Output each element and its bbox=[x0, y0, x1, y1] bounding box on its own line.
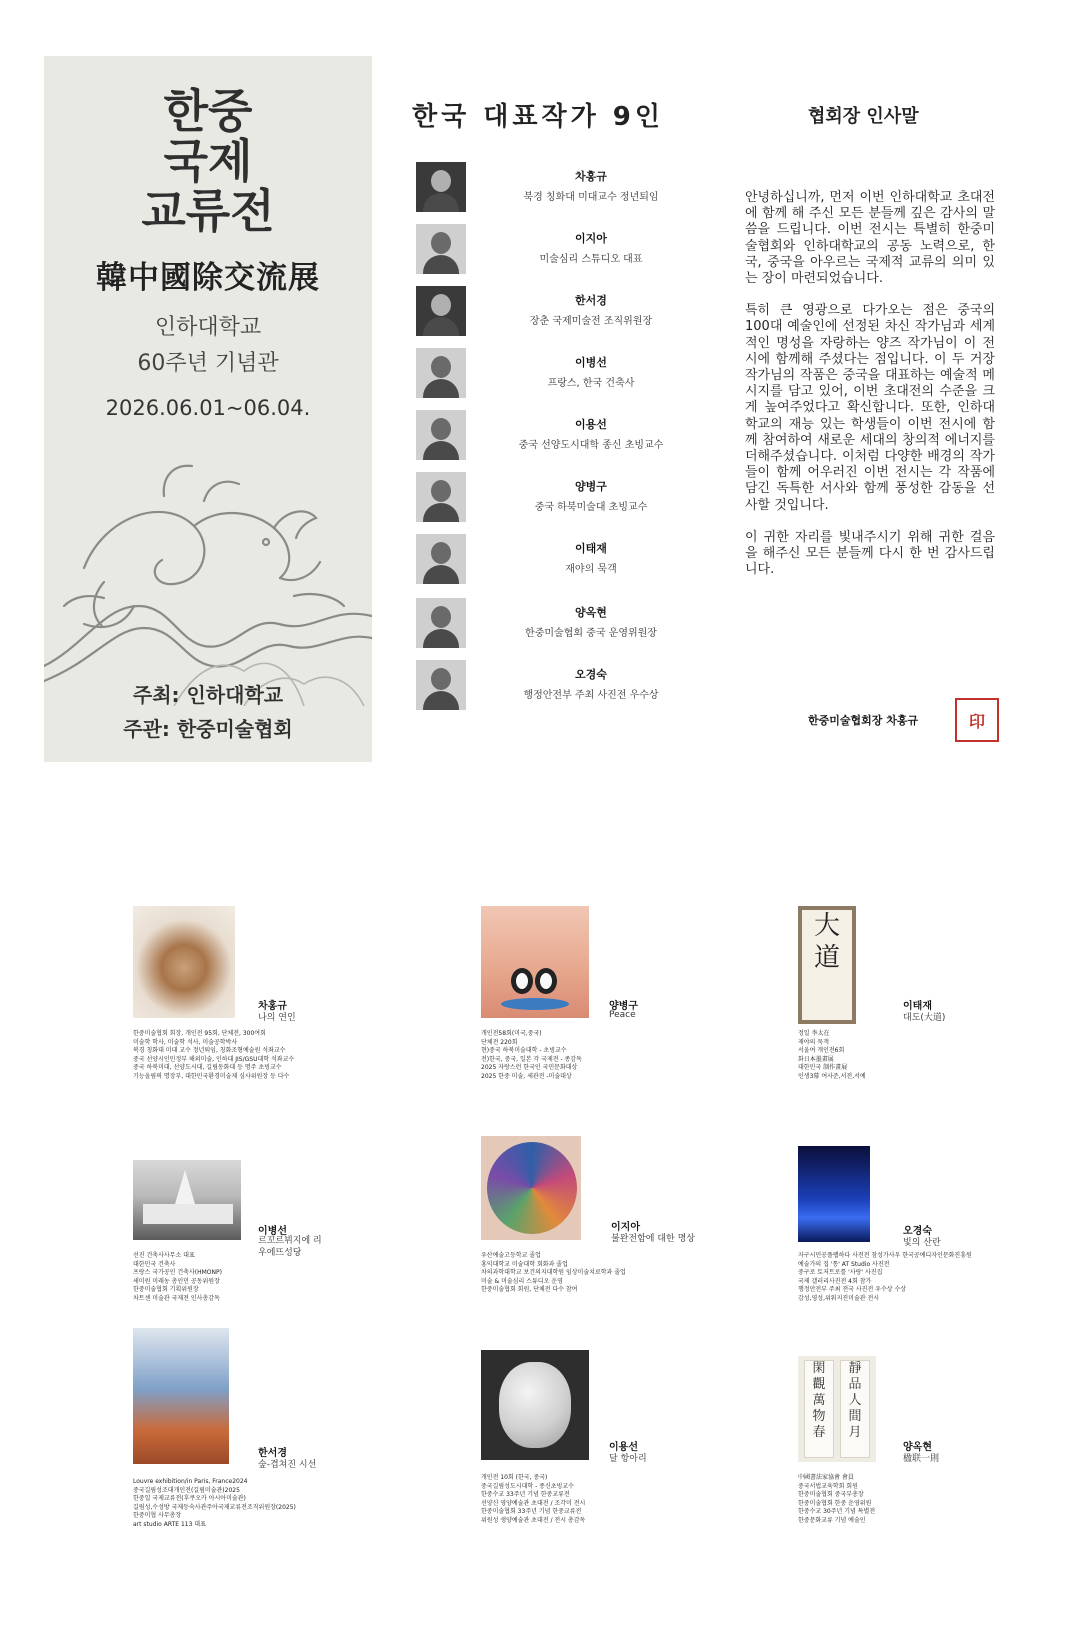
exhibition-poster bbox=[44, 56, 372, 762]
bio-line: 세미원 미래농 총인민 공동위원장 bbox=[133, 1277, 220, 1285]
greeting-paragraph: 이 귀한 자리를 빛내주시기 위해 귀한 걸음을 해주신 모든 분들께 다시 한 번 감사드립니다. bbox=[745, 529, 995, 578]
artist-name: 양옥현 bbox=[575, 606, 607, 619]
bio-line: 중국 선양시인민정부 해외미술, 인하대 JIS/GSU대학 석좌교수 bbox=[133, 1055, 295, 1063]
bio-line: 우산예술고등학교 졸업 bbox=[481, 1252, 541, 1259]
artist-name: 이태재 bbox=[575, 542, 607, 555]
artist-name: 양병구 bbox=[575, 480, 607, 493]
venue-line: 60주년 기념관 bbox=[137, 351, 279, 376]
bio-line: 프랑스 국가공인 건축사(HMONP) bbox=[133, 1269, 222, 1276]
artwork-image: 閑 觀 萬 物 春 靜 品 人 間 月 bbox=[798, 1356, 876, 1462]
artist-photo bbox=[416, 472, 466, 522]
artwork-artist: 이용선 bbox=[609, 1442, 638, 1453]
venue-line: 인하대학교 bbox=[154, 315, 262, 340]
poster-title-line: 교류전 bbox=[141, 184, 275, 238]
artwork-artist: 이병선 bbox=[258, 1226, 287, 1237]
artwork-title: 대도(大道) bbox=[903, 1013, 946, 1023]
artist-role: 재야의 묵객 bbox=[565, 564, 617, 575]
bio-line: 미술학 학사, 미술학 석사, 미술공학박사 bbox=[133, 1038, 238, 1046]
bio-line: 북경 칭화대 미대 교수 정년퇴임, 칭화조형예술원 석좌교수 bbox=[133, 1047, 286, 1054]
bio-line: 한중일 국제교류전(후쿠오카 아시아미술관) bbox=[133, 1495, 246, 1502]
artwork-card bbox=[133, 906, 413, 1096]
artwork-title: 르꼬르뷔지에 리우에뜨성당 bbox=[258, 1236, 322, 1258]
poster-title bbox=[44, 86, 372, 236]
bio-line: 中國書法家協會 會員 bbox=[798, 1474, 854, 1481]
artwork-card bbox=[133, 1160, 413, 1310]
artist-photo bbox=[416, 410, 466, 460]
artwork-title: 달 항아리 bbox=[609, 1454, 647, 1464]
artwork-image: 大 道 bbox=[798, 906, 856, 1024]
artists-title: 한국 대표작가 9인 bbox=[412, 102, 665, 132]
artist-role: 장춘 국제미술전 조직위원장 bbox=[529, 316, 653, 327]
artwork-title: 나의 연인 bbox=[258, 1013, 296, 1023]
bio-line: 중국 하북미대, 선양도시대, 길림동화대 등 명주 초빙교수 bbox=[133, 1064, 282, 1071]
artist-row bbox=[416, 472, 706, 524]
artist-photo bbox=[416, 598, 466, 648]
artwork-title: 불완전함에 대한 명상 bbox=[611, 1234, 695, 1244]
bio-line: 중국서법교육학회 회원 bbox=[798, 1482, 858, 1490]
bio-line: 한중미술협회 회원, 단체전 다수 참여 bbox=[481, 1286, 578, 1293]
artist-name: 이용선 bbox=[575, 418, 607, 431]
artwork-image bbox=[133, 1160, 241, 1240]
artist-photo bbox=[416, 534, 466, 584]
bio-line: art studio ARTE 113 대표 bbox=[133, 1520, 206, 1528]
greeting-paragraph: 특히 큰 영광으로 다가오는 점은 중국의 100대 예술인에 선정된 차신 작가님과 세계적인 명성을 자랑하는 양즈 작가님이 이 전시에 함께해 주셨다는 점입니다. 이 두 거장 작가님의 작품은 중국을 대표하는 예술적 메시지를 담고 있어, 이번 초대전의 수준을 크게 높여주었다고 확신합니다. 또한, 인하대학교의 재능 있는 학생들이 이번 전시에 함께 참여하여 새로운 세대의 창의적 에너지를 더해주셨습니다. 이처럼 다양한 배경의 작가들이 함께 어우러진 이번 전시는 각 작품에 담긴 독특한 서사와 함께 풍성한 감동을 선사할 것입니다. bbox=[745, 303, 995, 513]
artwork-card bbox=[481, 1136, 761, 1311]
artist-bio bbox=[133, 1030, 294, 1081]
bio-line: 한중수교 30주년 기념 특별전 bbox=[798, 1508, 876, 1515]
artist-role: 중국 선양도시대학 종신 초빙교수 bbox=[518, 440, 664, 451]
artwork-image bbox=[133, 906, 235, 1018]
poster-venue bbox=[44, 310, 372, 382]
artwork-title: 빛의 산란 bbox=[903, 1238, 941, 1248]
artist-row bbox=[416, 286, 706, 338]
artwork-card bbox=[798, 906, 998, 1096]
poster-host bbox=[44, 678, 372, 746]
bio-line: 한중미술협회 중국부총장 bbox=[798, 1491, 864, 1498]
bio-line: 한중미술협회 한중 운영위원 bbox=[798, 1499, 872, 1507]
artist-bio bbox=[481, 1030, 582, 1081]
bio-line: 길림성,수성방 국제등숙사관주아국제교류전조직위원장(2025) bbox=[133, 1503, 296, 1511]
artwork-image bbox=[798, 1146, 870, 1242]
bio-line: 자구시민공플랩하다 사전전 참성가사우 한국공예디자인문화진흥원 bbox=[798, 1252, 972, 1259]
artist-role: 한중미술협회 중국 운영위원장 bbox=[525, 628, 657, 639]
artist-name: 이지아 bbox=[575, 232, 607, 245]
bio-line: 한중미술협회 회장, 개인전 95회, 단체전, 300여회 bbox=[133, 1030, 266, 1037]
organizer-line: 주관: 한중미술협회 bbox=[123, 717, 293, 741]
bio-line: Louvre exhibition/in Paris, France2024 bbox=[133, 1478, 248, 1485]
bio-line: 한중미술협회 기획위원장 bbox=[133, 1286, 199, 1293]
artist-role: 행정안전부 주최 사진전 우수상 bbox=[523, 690, 659, 701]
bio-line: 정일 李太在 bbox=[798, 1030, 830, 1037]
artist-bio bbox=[133, 1478, 296, 1529]
artwork-card bbox=[798, 1356, 998, 1566]
bio-line: 서울여 개인전6회 bbox=[798, 1047, 845, 1054]
artwork-artist: 차홍규 bbox=[258, 1001, 287, 1012]
artist-photo bbox=[416, 224, 466, 274]
artwork-title: Peace bbox=[609, 1010, 636, 1020]
bio-line: 재야의 묵객 bbox=[798, 1038, 829, 1046]
red-seal-stamp: 印 bbox=[955, 698, 999, 742]
artist-role: 중국 하북미술대 초빙교수 bbox=[534, 502, 648, 513]
artist-row bbox=[416, 660, 706, 712]
artist-name: 오경숙 bbox=[575, 668, 607, 681]
poster-title-hanja: 韓中國除交流展 bbox=[96, 260, 320, 296]
bio-line: 개인전 10회 (한국, 중국) bbox=[481, 1474, 548, 1481]
artist-row bbox=[416, 224, 706, 276]
artwork-artist: 양병구 bbox=[609, 1001, 638, 1012]
bio-line: 한중수교 33주년 기념 한중교류전 bbox=[481, 1491, 570, 1498]
bio-line: 중국길림성조대개인전(길림미술관)2025 bbox=[133, 1486, 240, 1494]
greeting-paragraph: 안녕하십니까, 먼저 이번 인하대학교 초대전에 함께 해 주신 모든 분들께 깊은 감사의 말씀을 드립니다. 이번 전시는 특별히 한중미술협회와 인하대학교의 공동 노력으로, 한국, 중국을 아우르는 국제적 교류의 의미 있는 장이 마련되었습니다. bbox=[745, 190, 995, 287]
bio-line: 한중미협 사무총장 bbox=[133, 1512, 182, 1519]
greeting-title: 협회장 인사말 bbox=[808, 106, 919, 127]
artist-row bbox=[416, 348, 706, 400]
bio-line: 한중미술협회 33주년 기념 한중교류전 bbox=[481, 1508, 582, 1515]
artist-bio bbox=[798, 1030, 866, 1081]
artist-bio bbox=[798, 1252, 972, 1303]
artwork-card bbox=[481, 1350, 761, 1560]
poster-title-line: 한중 bbox=[163, 84, 253, 138]
greeting-text bbox=[745, 190, 995, 594]
bio-line: 전)한국, 중국, 일본 각 국제전 - 종감독 bbox=[481, 1055, 582, 1063]
artwork-artist: 양옥현 bbox=[903, 1442, 932, 1453]
artist-bio bbox=[481, 1474, 585, 1525]
artist-role: 프랑스, 한국 건축사 bbox=[547, 378, 635, 389]
bio-line: 인생3幕 여사준,서전,서예 bbox=[798, 1072, 866, 1080]
artist-bio bbox=[481, 1252, 626, 1295]
artist-bio bbox=[133, 1252, 222, 1303]
artist-photo bbox=[416, 286, 466, 336]
artist-row bbox=[416, 162, 706, 214]
artwork-artist: 이지아 bbox=[611, 1222, 640, 1233]
artwork-card bbox=[133, 1328, 423, 1568]
bio-line: 홍익대학교 미술대학 회화과 졸업 bbox=[481, 1260, 568, 1268]
artwork-artist: 한서경 bbox=[258, 1448, 287, 1459]
bio-line: 감성,영성,위워지진미술관 전시 bbox=[798, 1294, 880, 1302]
bio-line: 차트센 미술관 국제전 인사총감독 bbox=[133, 1294, 220, 1302]
greeting-signature: 한중미술협회장 차홍규 bbox=[808, 714, 919, 727]
host-line: 주최: 인하대학교 bbox=[132, 683, 284, 707]
bio-line: 선양신 영양예술관 초대전 / 조각미 전시 bbox=[481, 1499, 586, 1507]
bio-line: 단체전 220회 bbox=[481, 1038, 518, 1046]
artist-role: 북경 칭화대 미대교수 정년퇴임 bbox=[523, 192, 659, 203]
artist-name: 한서경 bbox=[575, 294, 607, 307]
artist-photo bbox=[416, 660, 466, 710]
artwork-image bbox=[481, 906, 589, 1018]
bio-line: 선진 건축사사무소 대표 bbox=[133, 1252, 195, 1259]
bio-line: 한중문화교류 기념 예술인 bbox=[798, 1516, 866, 1524]
artwork-card bbox=[481, 906, 761, 1096]
artist-role: 미술심리 스튜디오 대표 bbox=[539, 254, 643, 265]
artist-photo bbox=[416, 348, 466, 398]
artwork-title: 숲-겹쳐진 시선 bbox=[258, 1460, 317, 1470]
bio-line: 2025 자랑스런 한국인 국민문화대상 bbox=[481, 1064, 578, 1071]
artist-row bbox=[416, 410, 706, 462]
artwork-artist: 오경숙 bbox=[903, 1226, 932, 1237]
bio-line: 위원성 생양예술관 초대전 / 전시 총감독 bbox=[481, 1516, 586, 1524]
bio-line: 대한민국 건축사 bbox=[133, 1260, 176, 1268]
artist-photo bbox=[416, 162, 466, 212]
poster-dates: 2026.06.01~06.04. bbox=[105, 396, 311, 420]
artwork-artist: 이태재 bbox=[903, 1001, 932, 1012]
artwork-image bbox=[133, 1328, 229, 1464]
artist-name: 차홍규 bbox=[575, 170, 607, 183]
artwork-card bbox=[798, 1146, 1008, 1316]
artist-row bbox=[416, 534, 706, 586]
bio-line: 중국길림성도시대학 - 종신초빙교수 bbox=[481, 1482, 574, 1490]
bio-line: 기능올림픽 명장부, 대한민국환경미술제 심사위원장 등 다수 bbox=[133, 1072, 290, 1080]
bio-line: 예술가의 집 '통' AT Studio 사진전 bbox=[798, 1260, 890, 1268]
bio-line: 차의과학대학교 보건의지대학원 임상미술치료학과 졸업 bbox=[481, 1269, 626, 1276]
bio-line: 현)중국 하북미술대학 - 초빙교수 bbox=[481, 1047, 567, 1054]
bio-line: 행정안전부 주최 전국 사진전 우수상 수상 bbox=[798, 1286, 907, 1293]
bio-line: 개인전58회(미국,중국) bbox=[481, 1030, 542, 1037]
artist-bio bbox=[798, 1474, 875, 1525]
bio-line: 미술 & 미술심리 스튜디오 운영 bbox=[481, 1277, 563, 1285]
bio-line: 중구로 토저트로를 '사랑' 사진집 bbox=[798, 1269, 883, 1276]
bio-line: 대한민국 制作畫展 bbox=[798, 1064, 848, 1071]
poster-title-line: 국제 bbox=[163, 134, 253, 188]
bio-line: 화日本墨畫展 bbox=[798, 1055, 834, 1063]
artwork-image bbox=[481, 1136, 581, 1240]
artwork-image bbox=[481, 1350, 589, 1460]
bio-line: 2025 한중 미술, 세관전 -미술대상 bbox=[481, 1072, 572, 1080]
artwork-title: 楹联一則 bbox=[903, 1454, 940, 1464]
artist-name: 이병선 bbox=[575, 356, 607, 369]
bio-line: 국제 갤러리사진전 4회 참가 bbox=[798, 1277, 872, 1285]
dragon-illustration bbox=[44, 456, 372, 706]
artist-row bbox=[416, 598, 706, 650]
